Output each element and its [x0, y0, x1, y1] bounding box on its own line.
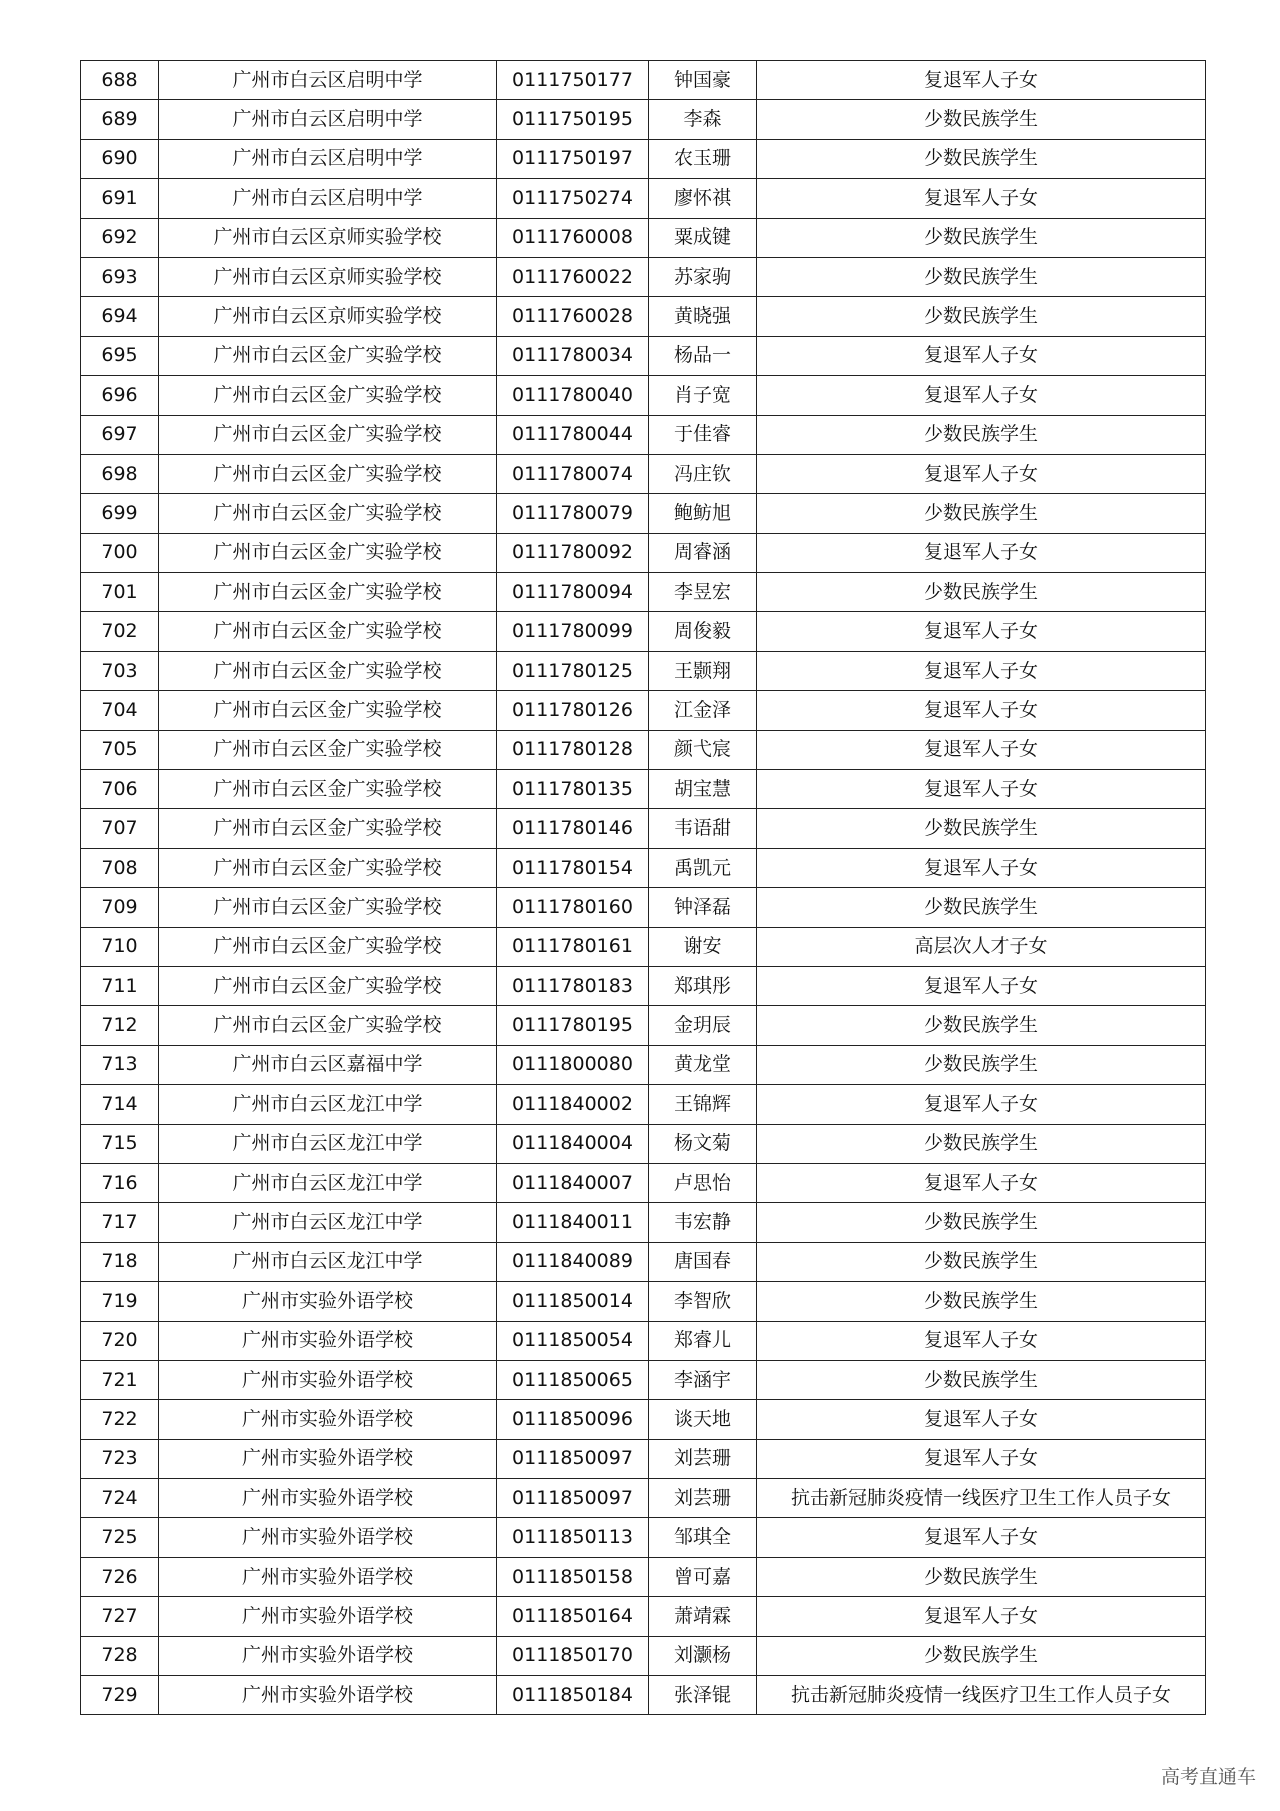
student-name: 刘芸珊 [649, 1439, 757, 1478]
student-id: 0111840007 [497, 1163, 649, 1202]
school-name: 广州市白云区启明中学 [159, 61, 497, 100]
category: 少数民族学生 [757, 1636, 1206, 1675]
table-row [81, 100, 1206, 139]
school-name: 广州市实验外语学校 [159, 1282, 497, 1321]
category: 复退军人子女 [757, 533, 1206, 572]
category: 少数民族学生 [757, 415, 1206, 454]
row-number: 729 [81, 1676, 159, 1715]
row-number: 695 [81, 336, 159, 375]
row-number: 716 [81, 1163, 159, 1202]
student-id: 0111840004 [497, 1124, 649, 1163]
row-number: 714 [81, 1085, 159, 1124]
table-row [81, 1518, 1206, 1557]
category: 少数民族学生 [757, 297, 1206, 336]
category: 少数民族学生 [757, 1006, 1206, 1045]
student-name: 钟泽磊 [649, 888, 757, 927]
student-id: 0111760022 [497, 257, 649, 296]
table-row [81, 1597, 1206, 1636]
category: 少数民族学生 [757, 888, 1206, 927]
school-name: 广州市实验外语学校 [159, 1518, 497, 1557]
student-id: 0111780092 [497, 533, 649, 572]
student-name: 鲍鲂旭 [649, 494, 757, 533]
student-name: 冯庄钦 [649, 454, 757, 493]
student-id: 0111780044 [497, 415, 649, 454]
row-number: 708 [81, 848, 159, 887]
student-name: 谈天地 [649, 1400, 757, 1439]
roster-table-container [80, 60, 1205, 1715]
table-row [81, 966, 1206, 1005]
student-name: 韦语甜 [649, 809, 757, 848]
school-name: 广州市白云区金广实验学校 [159, 533, 497, 572]
school-name: 广州市实验外语学校 [159, 1597, 497, 1636]
table-row [81, 1242, 1206, 1281]
school-name: 广州市白云区京师实验学校 [159, 297, 497, 336]
student-name: 金玥辰 [649, 1006, 757, 1045]
school-name: 广州市白云区京师实验学校 [159, 257, 497, 296]
student-name: 廖怀祺 [649, 179, 757, 218]
table-row [81, 257, 1206, 296]
student-id: 0111780040 [497, 376, 649, 415]
school-name: 广州市白云区金广实验学校 [159, 691, 497, 730]
student-name: 萧靖霖 [649, 1597, 757, 1636]
category: 复退军人子女 [757, 966, 1206, 1005]
student-id: 0111850097 [497, 1439, 649, 1478]
student-id: 0111800080 [497, 1045, 649, 1084]
student-id: 0111780128 [497, 730, 649, 769]
student-id: 0111850097 [497, 1479, 649, 1518]
school-name: 广州市白云区金广实验学校 [159, 848, 497, 887]
row-number: 688 [81, 61, 159, 100]
student-id: 0111780146 [497, 809, 649, 848]
student-id: 0111780160 [497, 888, 649, 927]
school-name: 广州市白云区龙江中学 [159, 1203, 497, 1242]
student-name: 杨品一 [649, 336, 757, 375]
row-number: 703 [81, 651, 159, 690]
student-id: 0111780135 [497, 770, 649, 809]
roster-table [80, 60, 1206, 1715]
category: 少数民族学生 [757, 494, 1206, 533]
row-number: 727 [81, 1597, 159, 1636]
table-row [81, 1321, 1206, 1360]
student-id: 0111850054 [497, 1321, 649, 1360]
table-row [81, 454, 1206, 493]
row-number: 697 [81, 415, 159, 454]
school-name: 广州市白云区嘉福中学 [159, 1045, 497, 1084]
row-number: 722 [81, 1400, 159, 1439]
school-name: 广州市白云区金广实验学校 [159, 376, 497, 415]
student-id: 0111780154 [497, 848, 649, 887]
school-name: 广州市实验外语学校 [159, 1676, 497, 1715]
category: 复退军人子女 [757, 1085, 1206, 1124]
table-row [81, 1006, 1206, 1045]
category: 少数民族学生 [757, 257, 1206, 296]
category: 复退军人子女 [757, 730, 1206, 769]
student-id: 0111850113 [497, 1518, 649, 1557]
category: 少数民族学生 [757, 1203, 1206, 1242]
table-row [81, 61, 1206, 100]
student-name: 邹琪全 [649, 1518, 757, 1557]
table-row [81, 376, 1206, 415]
table-row [81, 1163, 1206, 1202]
category: 复退军人子女 [757, 336, 1206, 375]
row-number: 699 [81, 494, 159, 533]
school-name: 广州市白云区金广实验学校 [159, 336, 497, 375]
table-row [81, 533, 1206, 572]
student-name: 杨文菊 [649, 1124, 757, 1163]
row-number: 721 [81, 1360, 159, 1399]
school-name: 广州市实验外语学校 [159, 1479, 497, 1518]
category: 复退军人子女 [757, 1439, 1206, 1478]
category: 少数民族学生 [757, 1124, 1206, 1163]
row-number: 707 [81, 809, 159, 848]
category: 复退军人子女 [757, 770, 1206, 809]
school-name: 广州市白云区金广实验学校 [159, 888, 497, 927]
school-name: 广州市白云区龙江中学 [159, 1124, 497, 1163]
student-name: 江金泽 [649, 691, 757, 730]
student-name: 黄龙堂 [649, 1045, 757, 1084]
table-row [81, 573, 1206, 612]
table-row [81, 691, 1206, 730]
student-id: 0111760028 [497, 297, 649, 336]
row-number: 691 [81, 179, 159, 218]
student-id: 0111780161 [497, 927, 649, 966]
school-name: 广州市白云区金广实验学校 [159, 454, 497, 493]
category: 少数民族学生 [757, 1282, 1206, 1321]
student-id: 0111850184 [497, 1676, 649, 1715]
row-number: 696 [81, 376, 159, 415]
school-name: 广州市白云区金广实验学校 [159, 494, 497, 533]
table-row [81, 1439, 1206, 1478]
school-name: 广州市白云区京师实验学校 [159, 218, 497, 257]
category: 少数民族学生 [757, 1360, 1206, 1399]
row-number: 693 [81, 257, 159, 296]
table-row [81, 139, 1206, 178]
student-name: 颜弋宸 [649, 730, 757, 769]
row-number: 698 [81, 454, 159, 493]
student-name: 禹凯元 [649, 848, 757, 887]
category: 少数民族学生 [757, 100, 1206, 139]
table-row [81, 179, 1206, 218]
student-id: 0111780183 [497, 966, 649, 1005]
school-name: 广州市白云区龙江中学 [159, 1085, 497, 1124]
row-number: 702 [81, 612, 159, 651]
school-name: 广州市白云区龙江中学 [159, 1242, 497, 1281]
student-id: 0111850164 [497, 1597, 649, 1636]
table-row [81, 218, 1206, 257]
category: 少数民族学生 [757, 1242, 1206, 1281]
student-name: 郑睿儿 [649, 1321, 757, 1360]
student-name: 唐国春 [649, 1242, 757, 1281]
category: 少数民族学生 [757, 809, 1206, 848]
student-id: 0111840089 [497, 1242, 649, 1281]
student-name: 刘灏杨 [649, 1636, 757, 1675]
row-number: 726 [81, 1557, 159, 1596]
table-row [81, 1557, 1206, 1596]
school-name: 广州市实验外语学校 [159, 1400, 497, 1439]
row-number: 713 [81, 1045, 159, 1084]
student-id: 0111780099 [497, 612, 649, 651]
school-name: 广州市实验外语学校 [159, 1321, 497, 1360]
student-name: 肖子宽 [649, 376, 757, 415]
table-row [81, 770, 1206, 809]
student-id: 0111850065 [497, 1360, 649, 1399]
table-row [81, 888, 1206, 927]
table-row [81, 927, 1206, 966]
category: 复退军人子女 [757, 612, 1206, 651]
student-name: 钟国豪 [649, 61, 757, 100]
table-row [81, 1085, 1206, 1124]
table-row [81, 415, 1206, 454]
student-name: 黄晓强 [649, 297, 757, 336]
school-name: 广州市白云区金广实验学校 [159, 573, 497, 612]
student-id: 0111750274 [497, 179, 649, 218]
school-name: 广州市白云区金广实验学校 [159, 651, 497, 690]
table-row [81, 651, 1206, 690]
table-row [81, 848, 1206, 887]
student-name: 农玉珊 [649, 139, 757, 178]
school-name: 广州市白云区启明中学 [159, 139, 497, 178]
table-row [81, 336, 1206, 375]
row-number: 700 [81, 533, 159, 572]
student-name: 王颢翔 [649, 651, 757, 690]
row-number: 724 [81, 1479, 159, 1518]
student-id: 0111780074 [497, 454, 649, 493]
student-name: 李森 [649, 100, 757, 139]
student-id: 0111750197 [497, 139, 649, 178]
category: 复退军人子女 [757, 376, 1206, 415]
watermark: 高考直通车 [1160, 1766, 1256, 1788]
row-number: 715 [81, 1124, 159, 1163]
student-name: 刘芸珊 [649, 1479, 757, 1518]
row-number: 717 [81, 1203, 159, 1242]
category: 复退军人子女 [757, 1163, 1206, 1202]
school-name: 广州市白云区龙江中学 [159, 1163, 497, 1202]
row-number: 704 [81, 691, 159, 730]
student-name: 张泽锟 [649, 1676, 757, 1715]
student-id: 0111750195 [497, 100, 649, 139]
table-row [81, 730, 1206, 769]
table-row [81, 1124, 1206, 1163]
row-number: 725 [81, 1518, 159, 1557]
student-id: 0111840011 [497, 1203, 649, 1242]
table-row [81, 1400, 1206, 1439]
row-number: 719 [81, 1282, 159, 1321]
student-id: 0111780125 [497, 651, 649, 690]
row-number: 701 [81, 573, 159, 612]
student-name: 周俊毅 [649, 612, 757, 651]
school-name: 广州市实验外语学校 [159, 1636, 497, 1675]
student-id: 0111850170 [497, 1636, 649, 1675]
school-name: 广州市白云区金广实验学校 [159, 612, 497, 651]
category: 复退军人子女 [757, 1400, 1206, 1439]
table-row [81, 1045, 1206, 1084]
student-id: 0111850158 [497, 1557, 649, 1596]
student-id: 0111780079 [497, 494, 649, 533]
table-row [81, 1479, 1206, 1518]
row-number: 709 [81, 888, 159, 927]
category: 复退军人子女 [757, 1597, 1206, 1636]
table-row [81, 1636, 1206, 1675]
category: 少数民族学生 [757, 573, 1206, 612]
student-name: 李涵宇 [649, 1360, 757, 1399]
school-name: 广州市实验外语学校 [159, 1439, 497, 1478]
student-name: 周睿涵 [649, 533, 757, 572]
table-row [81, 809, 1206, 848]
student-id: 0111850014 [497, 1282, 649, 1321]
roster-table-body [81, 61, 1206, 1715]
student-id: 0111780034 [497, 336, 649, 375]
school-name: 广州市白云区金广实验学校 [159, 809, 497, 848]
row-number: 692 [81, 218, 159, 257]
school-name: 广州市实验外语学校 [159, 1557, 497, 1596]
student-name: 韦宏静 [649, 1203, 757, 1242]
table-row [81, 1203, 1206, 1242]
student-id: 0111840002 [497, 1085, 649, 1124]
school-name: 广州市白云区启明中学 [159, 100, 497, 139]
category: 复退军人子女 [757, 179, 1206, 218]
school-name: 广州市白云区金广实验学校 [159, 770, 497, 809]
student-name: 于佳睿 [649, 415, 757, 454]
row-number: 728 [81, 1636, 159, 1675]
student-name: 苏家驹 [649, 257, 757, 296]
category: 复退军人子女 [757, 61, 1206, 100]
category: 少数民族学生 [757, 1557, 1206, 1596]
table-row [81, 1282, 1206, 1321]
category: 复退军人子女 [757, 848, 1206, 887]
row-number: 710 [81, 927, 159, 966]
row-number: 720 [81, 1321, 159, 1360]
category: 复退军人子女 [757, 1518, 1206, 1557]
school-name: 广州市白云区金广实验学校 [159, 966, 497, 1005]
row-number: 706 [81, 770, 159, 809]
student-id: 0111780094 [497, 573, 649, 612]
student-id: 0111850096 [497, 1400, 649, 1439]
school-name: 广州市白云区金广实验学校 [159, 415, 497, 454]
category: 复退军人子女 [757, 691, 1206, 730]
row-number: 718 [81, 1242, 159, 1281]
student-name: 李智欣 [649, 1282, 757, 1321]
category: 抗击新冠肺炎疫情一线医疗卫生工作人员子女 [757, 1676, 1206, 1715]
table-row [81, 494, 1206, 533]
category: 高层次人才子女 [757, 927, 1206, 966]
student-id: 0111780195 [497, 1006, 649, 1045]
student-name: 胡宝慧 [649, 770, 757, 809]
school-name: 广州市白云区金广实验学校 [159, 1006, 497, 1045]
school-name: 广州市实验外语学校 [159, 1360, 497, 1399]
category: 抗击新冠肺炎疫情一线医疗卫生工作人员子女 [757, 1479, 1206, 1518]
category: 少数民族学生 [757, 139, 1206, 178]
school-name: 广州市白云区金广实验学校 [159, 730, 497, 769]
row-number: 723 [81, 1439, 159, 1478]
table-row [81, 1360, 1206, 1399]
row-number: 711 [81, 966, 159, 1005]
student-name: 粟成键 [649, 218, 757, 257]
student-name: 郑琪彤 [649, 966, 757, 1005]
student-id: 0111750177 [497, 61, 649, 100]
row-number: 712 [81, 1006, 159, 1045]
school-name: 广州市白云区金广实验学校 [159, 927, 497, 966]
row-number: 694 [81, 297, 159, 336]
school-name: 广州市白云区启明中学 [159, 179, 497, 218]
table-row [81, 297, 1206, 336]
row-number: 690 [81, 139, 159, 178]
row-number: 705 [81, 730, 159, 769]
student-name: 王锦辉 [649, 1085, 757, 1124]
category: 复退军人子女 [757, 454, 1206, 493]
student-name: 李昱宏 [649, 573, 757, 612]
category: 复退军人子女 [757, 1321, 1206, 1360]
student-id: 0111760008 [497, 218, 649, 257]
category: 少数民族学生 [757, 218, 1206, 257]
category: 少数民族学生 [757, 1045, 1206, 1084]
table-row [81, 612, 1206, 651]
table-row [81, 1676, 1206, 1715]
student-name: 曾可嘉 [649, 1557, 757, 1596]
student-name: 卢思怡 [649, 1163, 757, 1202]
student-id: 0111780126 [497, 691, 649, 730]
category: 复退军人子女 [757, 651, 1206, 690]
student-name: 谢安 [649, 927, 757, 966]
row-number: 689 [81, 100, 159, 139]
